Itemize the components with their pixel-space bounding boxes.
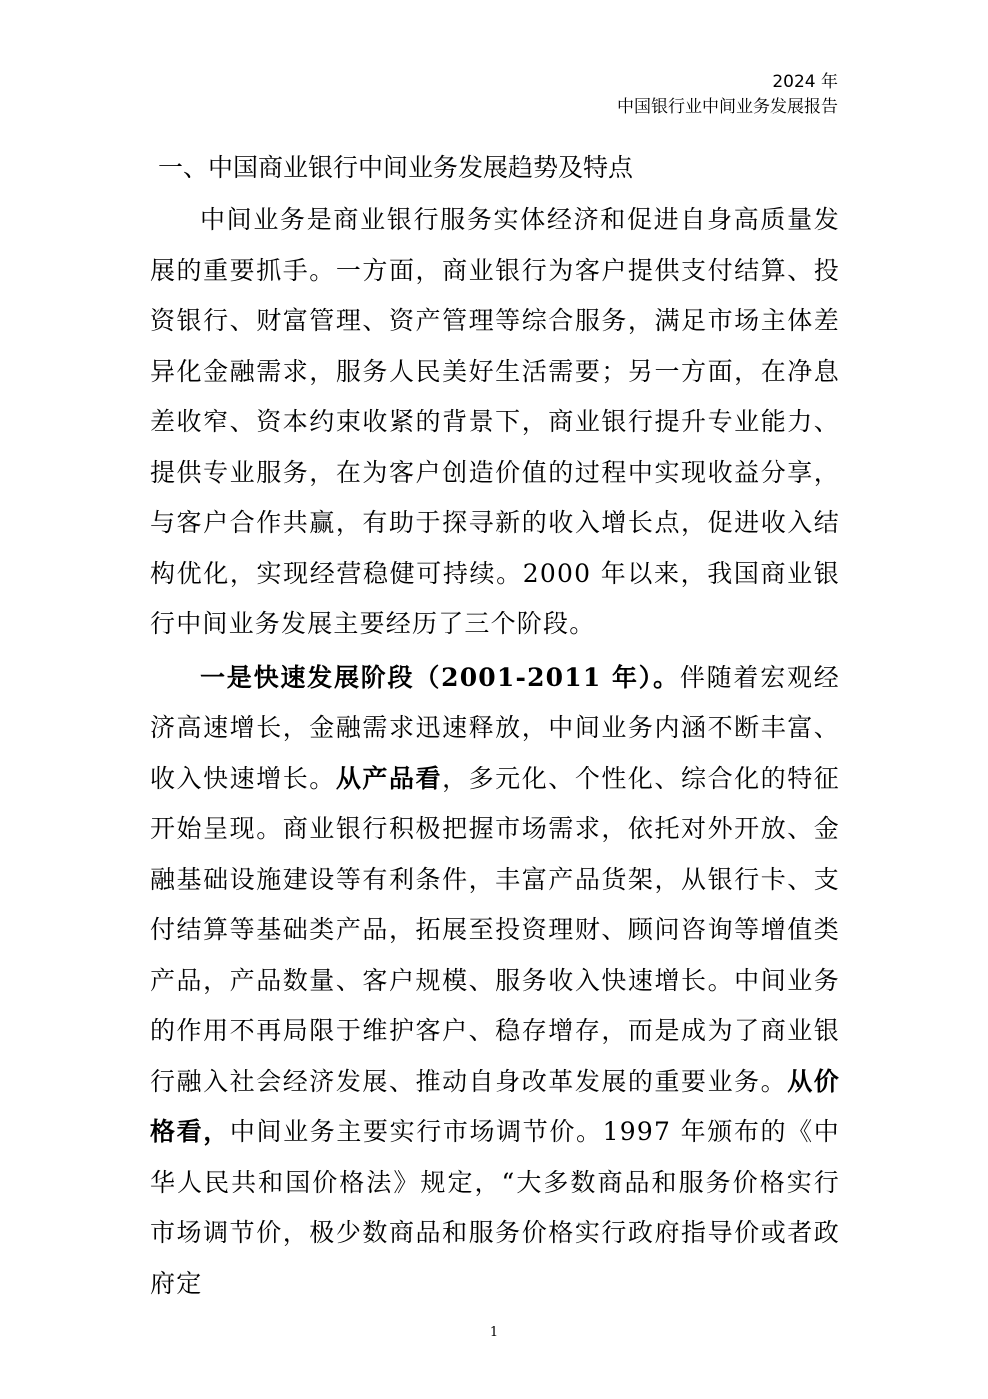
header-report-title: 中国银行业中间业务发展报告 — [617, 97, 838, 117]
price-view-heading: 从价格看， — [150, 1066, 840, 1146]
stage-one-text-c: 中间业务主要实行市场调节价。1997 年颁布的《中华人民共和国价格法》规定，“大多数商品和服务价格实行市场调节价，极少数商品和服务价格实行政府指导价或者政府定 — [150, 1117, 840, 1298]
paragraph-stage-one — [150, 653, 840, 1310]
document-body — [150, 195, 840, 1309]
stage-one-text-a: 伴随着宏观经济高速增长，金融需求迅速释放，中间业务内涵不断丰富、收入快速增长。 — [150, 662, 840, 793]
header-year: 2024 年 — [772, 72, 838, 92]
stage-one-heading: 一是快速发展阶段（2001-2011 年）。 — [200, 662, 680, 692]
stage-one-text-b: ，多元化、个性化、综合化的特征开始呈现。商业银行积极把握市场需求，依托对外开放、金融基础设施建设等有利条件，丰富产品货架，从银行卡、支付结算等基础类产品，拓展至投资理财、顾问咨询等增值类产品，产品数量、客户规模、服务收入快速增长。中间业务的作用不再局限于维护客户、稳存增存，而是成为了商业银行融入社会经济发展、推动自身改革发展的重要业务。 — [150, 763, 840, 1096]
product-view-heading: 从产品看 — [335, 763, 443, 793]
page-header — [617, 70, 838, 120]
page-number: 1 — [489, 1325, 499, 1340]
paragraph-intro: 中间业务是商业银行服务实体经济和促进自身高质量发展的重要抓手。一方面，商业银行为客户提供支付结算、投资银行、财富管理、资产管理等综合服务，满足市场主体差异化金融需求，服务人民美好生活需要；另一方面，在净息差收窄、资本约束收紧的背景下，商业银行提升专业能力、提供专业服务，在为客户创造价值的过程中实现收益分享，与客户合作共赢，有助于探寻新的收入增长点，促进收入结构优化，实现经营稳健可持续。2000 年以来，我国商业银行中间业务发展主要经历了三个阶段。 — [150, 205, 840, 638]
section-title: 一、中国商业银行中间业务发展趋势及特点 — [158, 153, 634, 182]
